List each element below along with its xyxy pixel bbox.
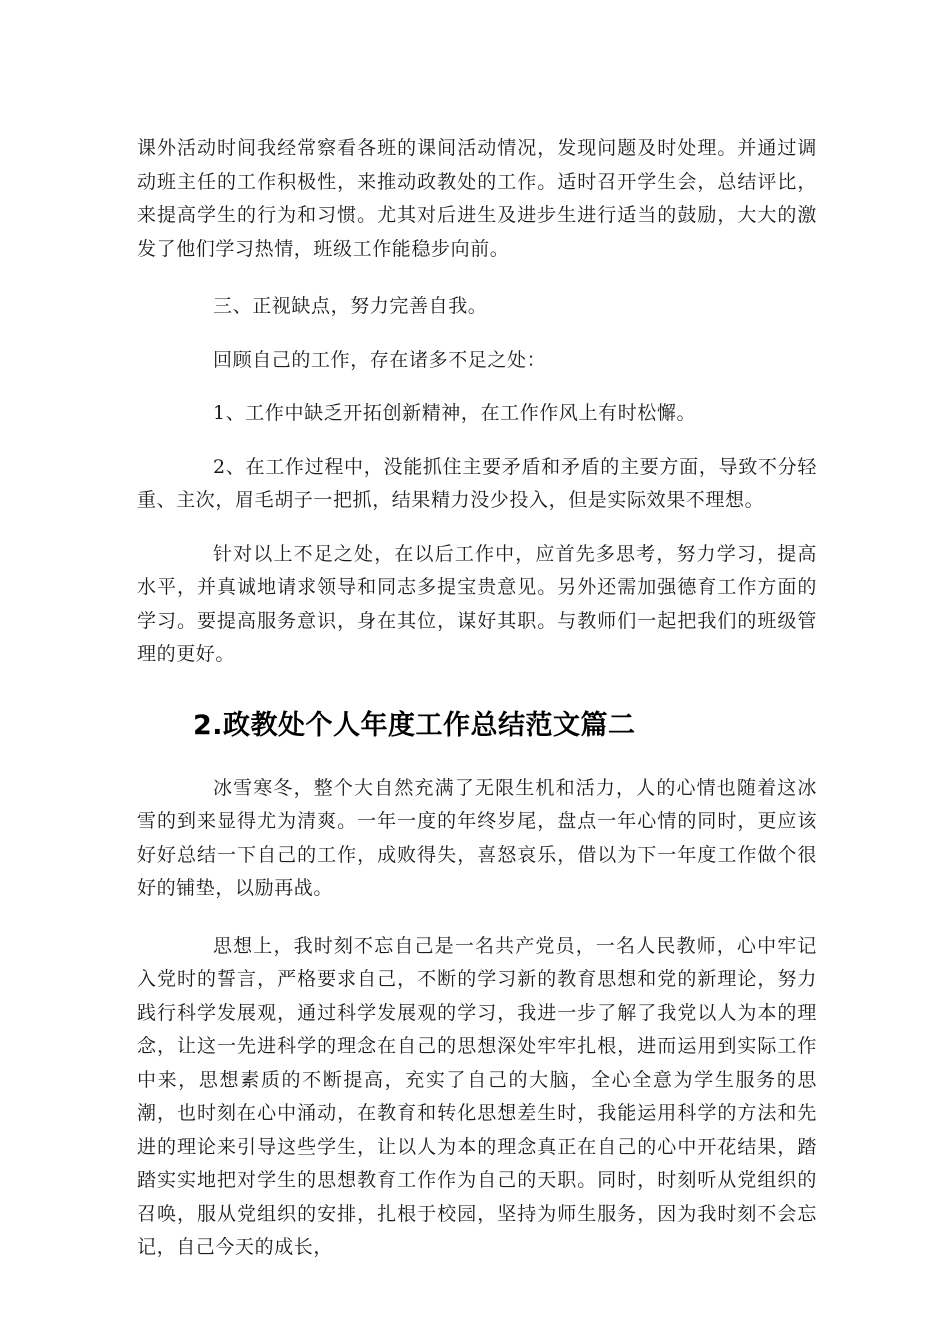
paragraph-shortcoming-two: 2、在工作过程中，没能抓住主要矛盾和矛盾的主要方面，导致不分轻重、主次，眉毛胡子一把抓，结果精力没少投入，但是实际效果不理想。 xyxy=(137,455,817,511)
paragraph-improvement-plan: 针对以上不足之处，在以后工作中，应首先多思考，努力学习，提高水平，并真诚地请求领导和同志多提宝贵意见。另外还需加强德育工作方面的学习。要提高服务意识，身在其位，谋好其职。与教师们一起把我们的班级管理的更好。 xyxy=(137,542,817,665)
paragraph-review-shortcomings: 回顾自己的工作，存在诸多不足之处： xyxy=(213,348,547,371)
paragraph-extracurricular-supervision: 课外活动时间我经常察看各班的课间活动情况，发现问题及时处理。并通过调动班主任的工作积极性，来推动政教处的工作。适时召开学生会，总结评比，来提高学生的行为和习惯。尤其对后进生及进步生进行适当的鼓励，大大的激发了他们学习热情，班级工作能稳步向前。 xyxy=(137,137,817,260)
document-body xyxy=(137,132,817,1265)
paragraph-shortcoming-one: 1、工作中缺乏开拓创新精神，在工作作风上有时松懈。 xyxy=(213,402,697,424)
paragraph-winter-intro: 冰雪寒冬，整个大自然充满了无限生机和活力，人的心情也随着这冰雪的到来显得尤为清爽。一年一度的年终岁尾，盘点一年心情的同时，更应该好好总结一下自己的工作，成败得失，喜怒哀乐，借以为下一年度工作做个很好的铺垫，以励再战。 xyxy=(137,776,817,899)
paragraph-ideological-work: 思想上，我时刻不忘自己是一名共产党员，一名人民教师，心中牢记入党时的誓言，严格要求自己，不断的学习新的教育思想和党的新理论，努力践行科学发展观，通过科学发展观的学习，我进一步了解了我党以人为本的理念，让这一先进科学的理念在自己的思想深处牢牢扎根，进而运用到实际工作中来，思想素质的不断提高，充实了自己的大脑，全心全意为学生服务的思潮，也时刻在心中涌动，在教育和转化思想差生时，我能运用科学的方法和先进的理论来引导这些学生，让以人为本的理念真正在自己的心中开花结果，踏踏实实地把对学生的思想教育工作作为自己的天职。同时，时刻听从党组织的召唤，服从党组织的安排，扎根于校园，坚持为师生服务，因为我时刻不会忘记，自己今天的成长， xyxy=(137,934,817,1258)
paragraph-section-three-heading: 三、正视缺点，努力完善自我。 xyxy=(213,295,488,317)
section-heading: 2.政教处个人年度工作总结范文篇二 xyxy=(193,709,636,741)
